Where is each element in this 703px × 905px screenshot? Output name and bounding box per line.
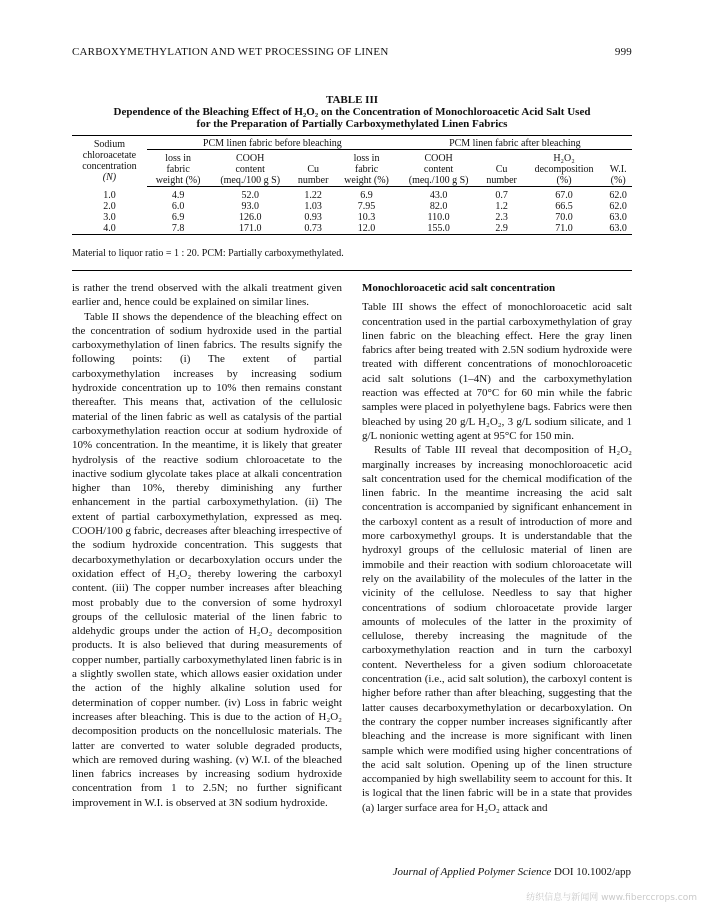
col-header-cooh-before: COOH content (meq./100 g S) xyxy=(209,150,291,187)
watermark: 纺织信息与新闻网 www.fiberccrops.com xyxy=(526,893,697,903)
col-header-cooh-after: COOH content (meq./100 g S) xyxy=(398,150,480,187)
running-title: CARBOXYMETHYLATION AND WET PROCESSING OF LINEN xyxy=(72,46,389,58)
table-row: 2.0 6.0 93.0 1.03 7.95 82.0 1.2 66.5 62.0 xyxy=(103,201,627,212)
page-number: 999 xyxy=(614,46,632,58)
table-label: TABLE III xyxy=(325,94,379,106)
paragraph: Table III shows the effect of monochloroacetic acid salt concentration used in the partial carboxymethylation of gray linen fabric on the bleaching effect. Here the gray linen fabrics after being treated with 2.5N sodium hydroxide were treated with different concentrations of monochloroacetic acid salt solutions (1–4N) and the carboxymethylation reaction was effected at 70°C for 60 min while the fabric samples were placed in polyethylene bags. Fabrics were then bleached by using 20 g/L H₂O₂, 3 g/L sodium silicate, and 1 g/L nonionic wetting agent at 95°C for 150 min. xyxy=(362,301,632,442)
table-caption xyxy=(72,94,632,130)
doi: DOI 10.1002/app xyxy=(554,866,631,878)
paragraph: Table II shows the dependence of the bleaching effect on the concentration of sodium hydroxide used in the partial carboxymethylation of linen fabrics. The results signify the following points: (i) The extent of partial carboxymethylation increases by increasing sodium hydroxide concentration up to 10% then remains constant thereafter. This means that, activation of the cellulosic material of the linen fabric as well as catalysis of the partial carboxymethylation reaction occur at sodium hydroxide of 10% concentration. In the meantime, it is likely that greater hydrolysis of the reactive sodium chloroacetate to the inactive sodium glycolate takes place at alkali concentration higher than 10%, thereby diminishing any further enhancement in the partial carboxymethylation. (ii) The extent of partial carboxymethylation, expressed as meq. COOH/100 g fabric, decreases after bleaching irrespective of the sodium hydroxide concentration. This suggests that decarboxymethylation or decarboxylation occurs under the oxidation effect of H₂O₂ thereby lowering the carboxyl content. (iii) The copper number increases after bleaching most probably due to the conversion of some hydroxyl groups of the cellulosic material of the linen fabric to aldehydic groups under the action of H₂O₂ decomposition products. It is also believed that during measurements of copper number, partially carboxymethylated linen fabric is in a slightly swollen state, which allows easier oxidation under the action of the highly alkaline solution used for determination of copper number. (iv) Loss in fabric weight increases after bleaching. This is due to the action of H₂O₂ decomposition products on the noncellulosic materials. The latter are converted to water soluble degraded products, which are removed during washing. (v) W.I. of the bleached linen fabrics increases by increasing sodium hydroxide concentration from 1 to 2.5N; no further significant improvement in W.I. is observed at 3N sodium hydroxide. xyxy=(72,310,342,809)
paragraph: is rather the trend observed with the alkali treatment given earlier and, hence could be explained on similar lines. xyxy=(72,282,342,309)
right-text-column xyxy=(362,281,632,815)
col-header-loss-after: loss in fabric weight (%) xyxy=(335,150,397,187)
table-group-header-row xyxy=(72,136,632,150)
col-header-cu-after: Cu number xyxy=(479,150,523,187)
col-header-concentration: Sodium chloroacetate concentration (N) xyxy=(72,136,147,187)
left-text-column xyxy=(72,281,342,810)
table-title-line2: for the Preparation of Partially Carboxymethylated Linen Fabrics xyxy=(196,118,508,130)
group-header-before: PCM linen fabric before bleaching xyxy=(147,136,398,150)
table-row: 3.0 6.9 126.0 0.93 10.3 110.0 2.3 70.0 63.0 xyxy=(103,212,627,223)
section-heading: Monochloroacetic acid salt concentration xyxy=(362,282,556,294)
running-header xyxy=(72,46,632,58)
table-footnote: Material to liquor ratio = 1 : 20. PCM: Partially carboxymethylated. xyxy=(72,248,344,259)
group-header-after: PCM linen fabric after bleaching xyxy=(398,136,632,150)
page-footer xyxy=(393,866,631,878)
table-row: 1.0 4.9 52.0 1.22 6.9 43.0 0.7 67.0 62.0 xyxy=(103,189,627,201)
col-header-h2o2: H₂O₂ decomposition (%) xyxy=(524,150,605,187)
paragraph: Results of Table III reveal that decomposition of H₂O₂ marginally increases by increasing monochloroacetic acid salt concentration used for the chemical modification of the linen fabric. In the meantime increasing the acid salt concentration is accompanied by significant enhancement in the carboxyl content as a result of introduction of more and more carboxymethyl groups. It is understandable that the hydroxyl groups of the cellulosic material of linen are immobile and their reaction with sodium chloroacetate will rely on the availability of the molecules of the latter in the vicinity of the cellulose. Needless to say that higher concentrations of sodium chloroacetate provide larger amounts of molecules of the latter in the proximity of cellulose, thereby increasing the magnitude of the carboxymethylation reaction and in turn the carboxyl content. Nevertheless for a given sodium chloroacetate concentration (i.e., acid salt solution), the carboxyl content is higher before rather than after bleaching, suggesting that the latter causes decarboxymethylation or decarboxylation. On the contrary the copper number increases significantly after bleaching and the increase is more significant with linen sample which were modified using higher concentrations of the acid salt solution. Opening up of the linen structure accompanied by high swellability seem to account for this. It is logical that the linen fabric will be in a state that provides (a) larger surface area for H₂O₂ attack and xyxy=(362,444,632,814)
table-title-line1: Dependence of the Bleaching Effect of H₂O₂ on the Concentration of Monochloroacetic Acid Salt Used xyxy=(113,106,591,118)
table-separator-rule xyxy=(72,270,632,271)
col-header-loss-before: loss in fabric weight (%) xyxy=(147,150,209,187)
col-header-cu-before: Cu number xyxy=(291,150,335,187)
table-row: 4.0 7.8 171.0 0.73 12.0 155.0 2.9 71.0 63.0 xyxy=(72,223,632,235)
journal-name: Journal of Applied Polymer Science xyxy=(392,866,552,878)
table-column-header-row xyxy=(72,150,632,187)
col-header-wi: W.I. (%) xyxy=(604,150,632,187)
data-table xyxy=(72,135,632,235)
